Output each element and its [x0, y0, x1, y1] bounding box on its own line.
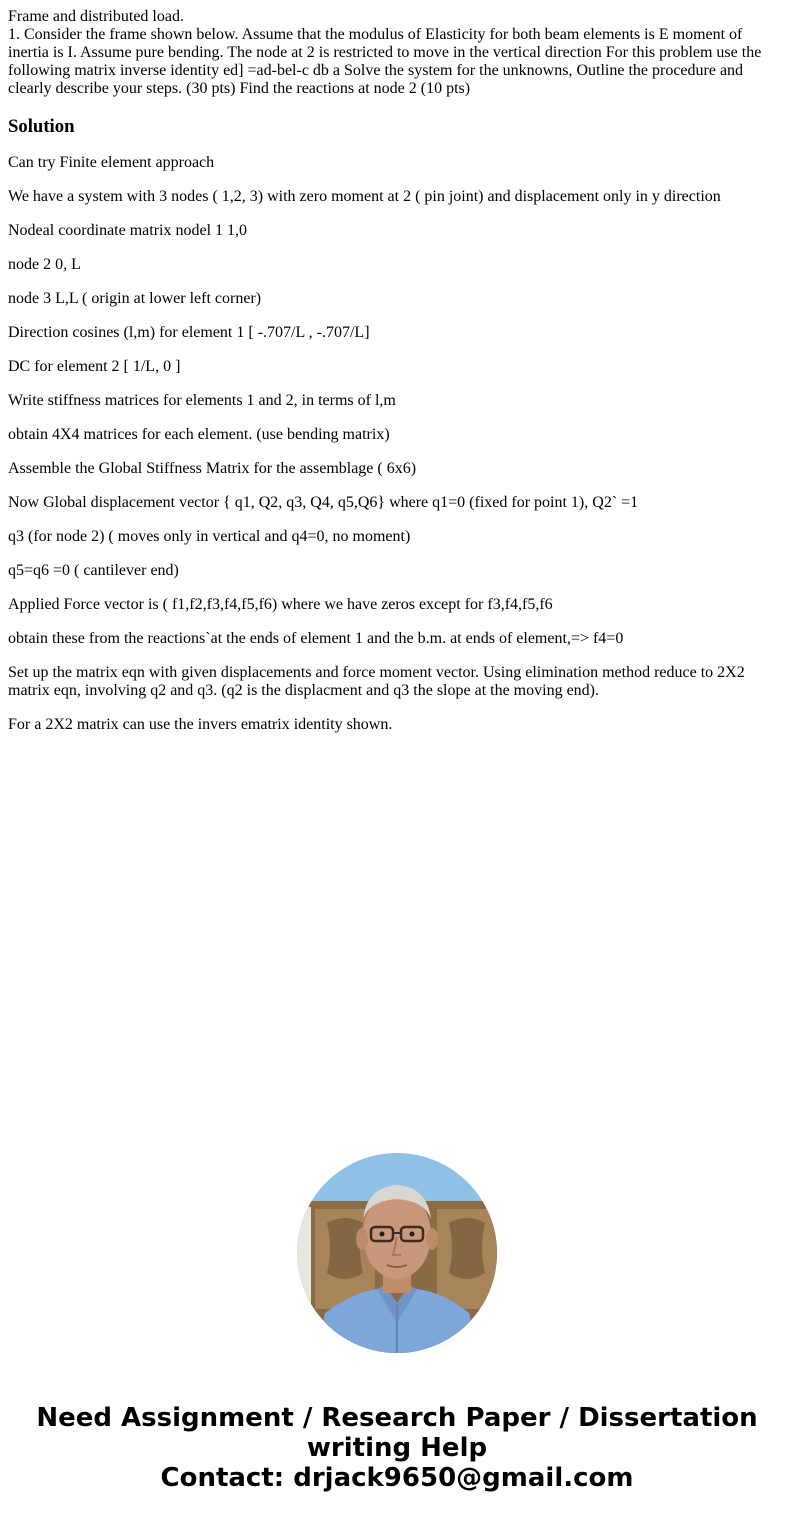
solution-paragraph: q5=q6 =0 ( cantilever end) [8, 562, 179, 579]
solution-paragraph: q3 (for node 2) ( moves only in vertical and q4=0, no moment) [8, 528, 411, 545]
contact-banner [0, 1403, 794, 1493]
banner-line-1: Need Assignment / Research Paper / Dissertation [36, 1403, 758, 1433]
solution-paragraph: Assemble the Global Stiffness Matrix for the assemblage ( 6x6) [8, 460, 417, 477]
solution-paragraphs [8, 154, 786, 734]
solution-paragraph: Direction cosines (l,m) for element 1 [ -.707/L , -.707/L] [8, 324, 370, 341]
solution-paragraph: For a 2X2 matrix can use the invers ematrix identity shown. [8, 716, 393, 733]
banner-contact-email: Contact: drjack9650@gmail.com [160, 1463, 634, 1493]
solution-paragraph: node 2 0, L [8, 256, 81, 273]
solution-paragraph: DC for element 2 [ 1/L, 0 ] [8, 358, 181, 375]
solution-paragraph: Now Global displacement vector { q1, Q2, q3, Q4, q5,Q6} where q1=0 (fixed for point 1), Q2` =1 [8, 494, 639, 511]
question-title: Frame and distributed load. [8, 8, 184, 25]
solution-paragraph: We have a system with 3 nodes ( 1,2, 3) with zero moment at 2 ( pin joint) and displacement only in y direction [8, 188, 721, 205]
banner-line-2: writing Help [306, 1433, 488, 1463]
solution-paragraph: node 3 L,L ( origin at lower left corner) [8, 290, 262, 307]
solution-paragraph: Can try Finite element approach [8, 154, 215, 171]
author-portrait [297, 1153, 497, 1353]
question-body: 1. Consider the frame shown below. Assume that the modulus of Elasticity for both beam elements is E moment of inertia is I. Assume pure bending. The node at 2 is restricted to move in the vertical direction For this problem use the following matrix inverse identity ed] =ad-bel-c db a Solve the system for the unknowns, Outline the procedure and clearly describe your steps. (30 pts) Find the reactions at node 2 (10 pts) [8, 26, 762, 97]
solution-paragraph: obtain these from the reactions`at the ends of element 1 and the b.m. at ends of element,=> f4=0 [8, 630, 624, 647]
document-body [8, 8, 786, 750]
solution-paragraph: Applied Force vector is ( f1,f2,f3,f4,f5,f6) where we have zeros except for f3,f4,f5,f6 [8, 596, 553, 613]
solution-heading: Solution [8, 116, 75, 137]
question-text [8, 8, 786, 98]
solution-paragraph: obtain 4X4 matrices for each element. (use bending matrix) [8, 426, 390, 443]
solution-paragraph: Nodeal coordinate matrix nodel 1 1,0 [8, 222, 248, 239]
author-avatar [297, 1153, 497, 1353]
solution-paragraph: Write stiffness matrices for elements 1 and 2, in terms of l,m [8, 392, 396, 409]
solution-paragraph: Set up the matrix eqn with given displacements and force moment vector. Using elimination method reduce to 2X2 matrix eqn, involving q2 and q3. (q2 is the displacment and q3 the slope at the moving end). [8, 664, 745, 699]
